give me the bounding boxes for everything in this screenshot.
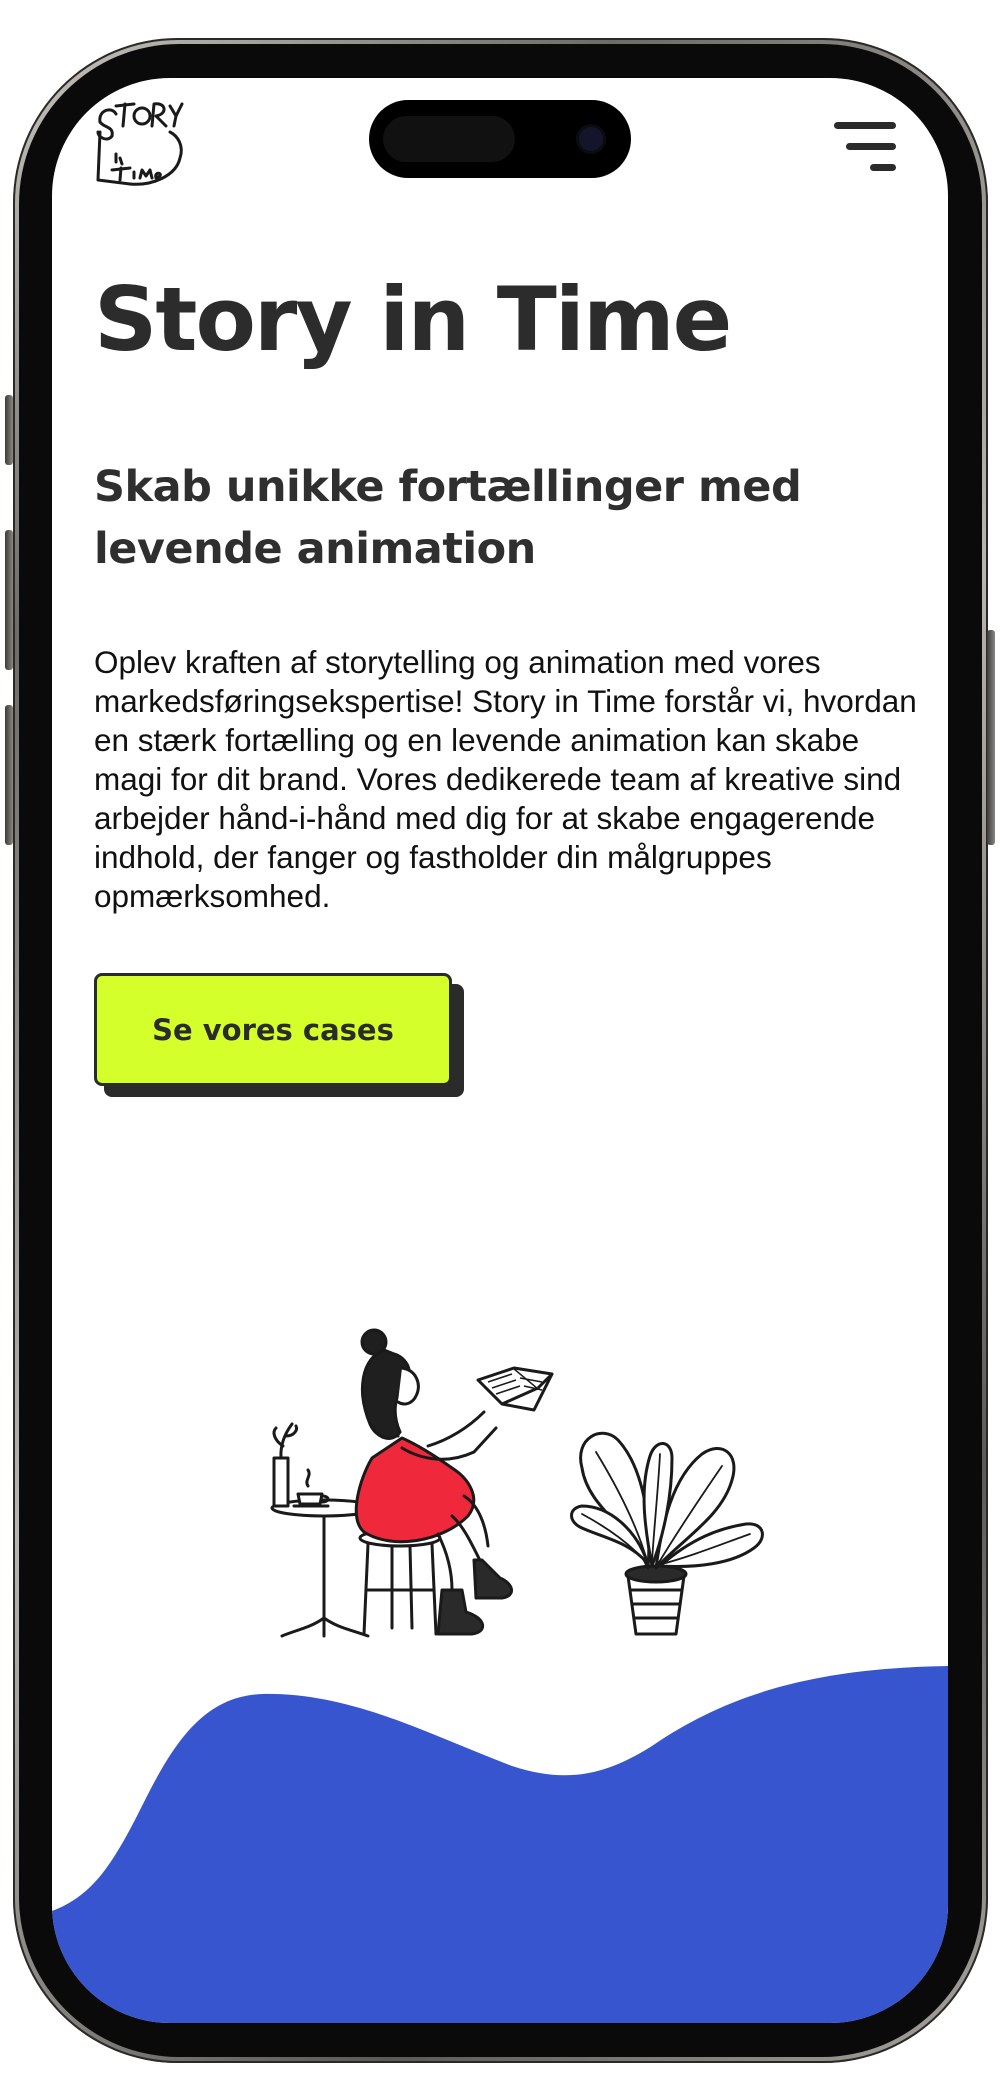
volume-down-button [5, 705, 13, 845]
hero-description: Oplev kraften af storytelling og animation med vores markedsføringsekspertise! Story in Time forstår vi, hvordan en stærk fortælling og en levende animation kan skabe magi for dit brand. Vores dedikerede team af kreative sind arbejder hånd-i-hånd med dig for at skabe engagerende indhold, der fanger og fastholder din målgruppes opmærksomhed. [94, 644, 917, 914]
power-button [987, 630, 995, 845]
wave-shape [52, 1666, 948, 2023]
action-button [5, 395, 13, 465]
hero-subtitle: Skab unikke fortællinger med levende animation [94, 462, 802, 574]
page-title: Story in Time [94, 268, 731, 371]
phone-screen [52, 78, 948, 2023]
hamburger-menu-icon[interactable] [832, 122, 896, 178]
sensor-area [383, 116, 515, 162]
dynamic-island [369, 100, 631, 178]
blue-wave-decoration [52, 1666, 948, 2023]
menu-line [846, 143, 896, 150]
menu-line [834, 122, 896, 129]
story-in-time-logo[interactable] [90, 92, 190, 192]
menu-line [870, 164, 896, 171]
woman-reading-illustration [252, 1328, 772, 1658]
see-cases-button[interactable]: Se vores cases [94, 973, 452, 1086]
front-camera-icon [579, 127, 603, 151]
volume-up-button [5, 530, 13, 670]
